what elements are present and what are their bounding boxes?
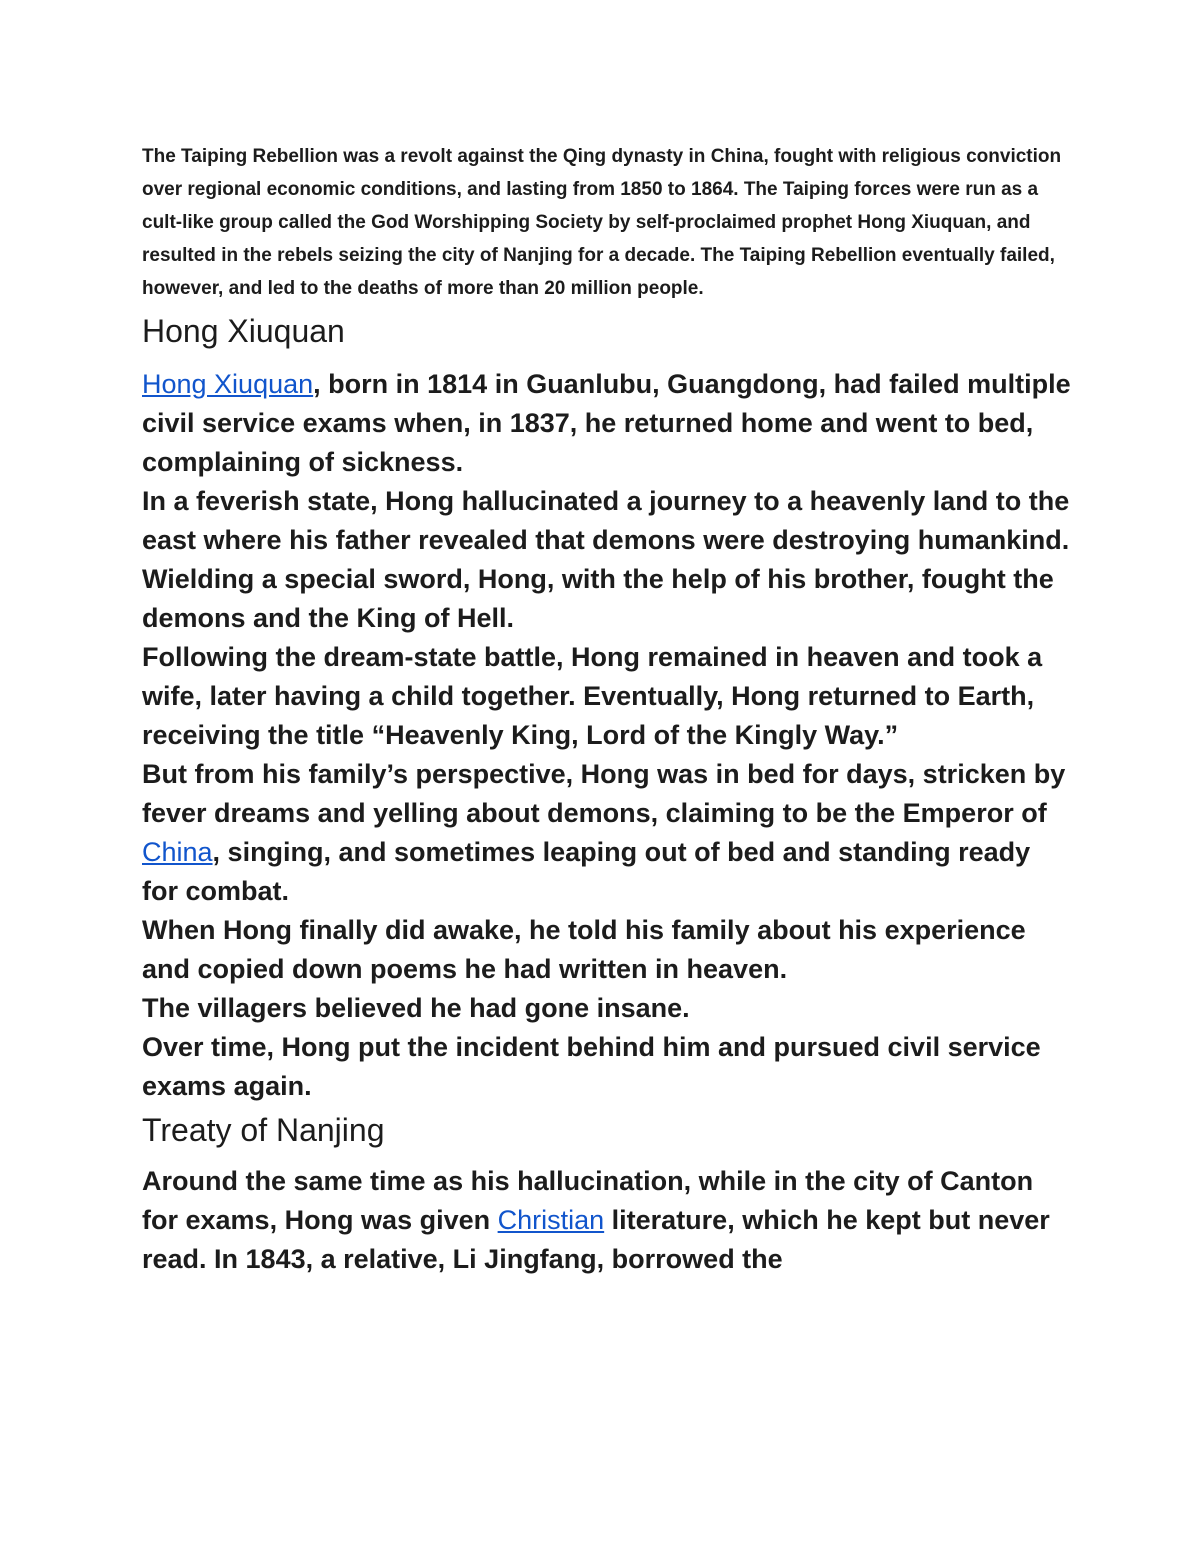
paragraph-family-text-before: But from his family’s perspective, Hong was in bed for days, stricken by fever dreams and yelling about demons, claiming to be the Emperor of bbox=[142, 759, 1066, 828]
paragraph-hallucination: In a feverish state, Hong hallucinated a journey to a heavenly land to the east where his father revealed that demons were destroying humankind. Wielding a special sword, Hong, with the help of his brother, fought the demons and the King of Hell. bbox=[142, 486, 1070, 633]
paragraph-villagers: The villagers believed he had gone insane. bbox=[142, 993, 690, 1023]
paragraph-christian-text-after: literature, which he kept but never read. In 1843, a relative, Li Jingfang, borrowed the bbox=[142, 1205, 1050, 1274]
document-page bbox=[142, 140, 1072, 1279]
paragraph-family-perspective bbox=[142, 755, 1072, 911]
christian-link[interactable]: Christian bbox=[497, 1205, 605, 1235]
section-heading-treaty-of-nanjing: Treaty of Nanjing bbox=[142, 1112, 385, 1148]
hong-xiuquan-link[interactable]: Hong Xiuquan bbox=[142, 369, 314, 399]
paragraph-christian-text-before: Around the same time as his hallucination, while in the city of Canton for exams, Hong was given bbox=[142, 1166, 1034, 1235]
paragraph-awake: When Hong finally did awake, he told his family about his experience and copied down poems he had written in heaven. bbox=[142, 915, 1026, 984]
paragraph-birth-text: , born in 1814 in Guanlubu, Guangdong, had failed multiple civil service exams when, in 1837, he returned home and went to bed, complaining of sickness. bbox=[142, 369, 1071, 477]
intro-paragraph: The Taiping Rebellion was a revolt against the Qing dynasty in China, fought with religious conviction over regional economic conditions, and lasting from 1850 to 1864. The Taiping forces were run as a cult-like group called the God Worshipping Society by self-proclaimed prophet Hong Xiuquan, and resulted in the rebels seizing the city of Nanjing for a decade. The Taiping Rebellion eventually failed, however, and led to the deaths of more than 20 million people. bbox=[142, 146, 1062, 299]
paragraph-birth bbox=[142, 365, 1072, 482]
section-heading-hong-xiuquan: Hong Xiuquan bbox=[142, 313, 345, 349]
paragraph-christian-literature bbox=[142, 1162, 1072, 1279]
paragraph-dream-battle: Following the dream-state battle, Hong remained in heaven and took a wife, later having a child together. Eventually, Hong returned to Earth, receiving the title “Heavenly King, Lord of the Kingly Way.” bbox=[142, 642, 1043, 750]
paragraph-family-text-after: , singing, and sometimes leaping out of bed and standing ready for combat. bbox=[142, 837, 1031, 906]
paragraph-over-time: Over time, Hong put the incident behind him and pursued civil service exams again. bbox=[142, 1032, 1041, 1101]
china-link[interactable]: China bbox=[142, 837, 213, 867]
